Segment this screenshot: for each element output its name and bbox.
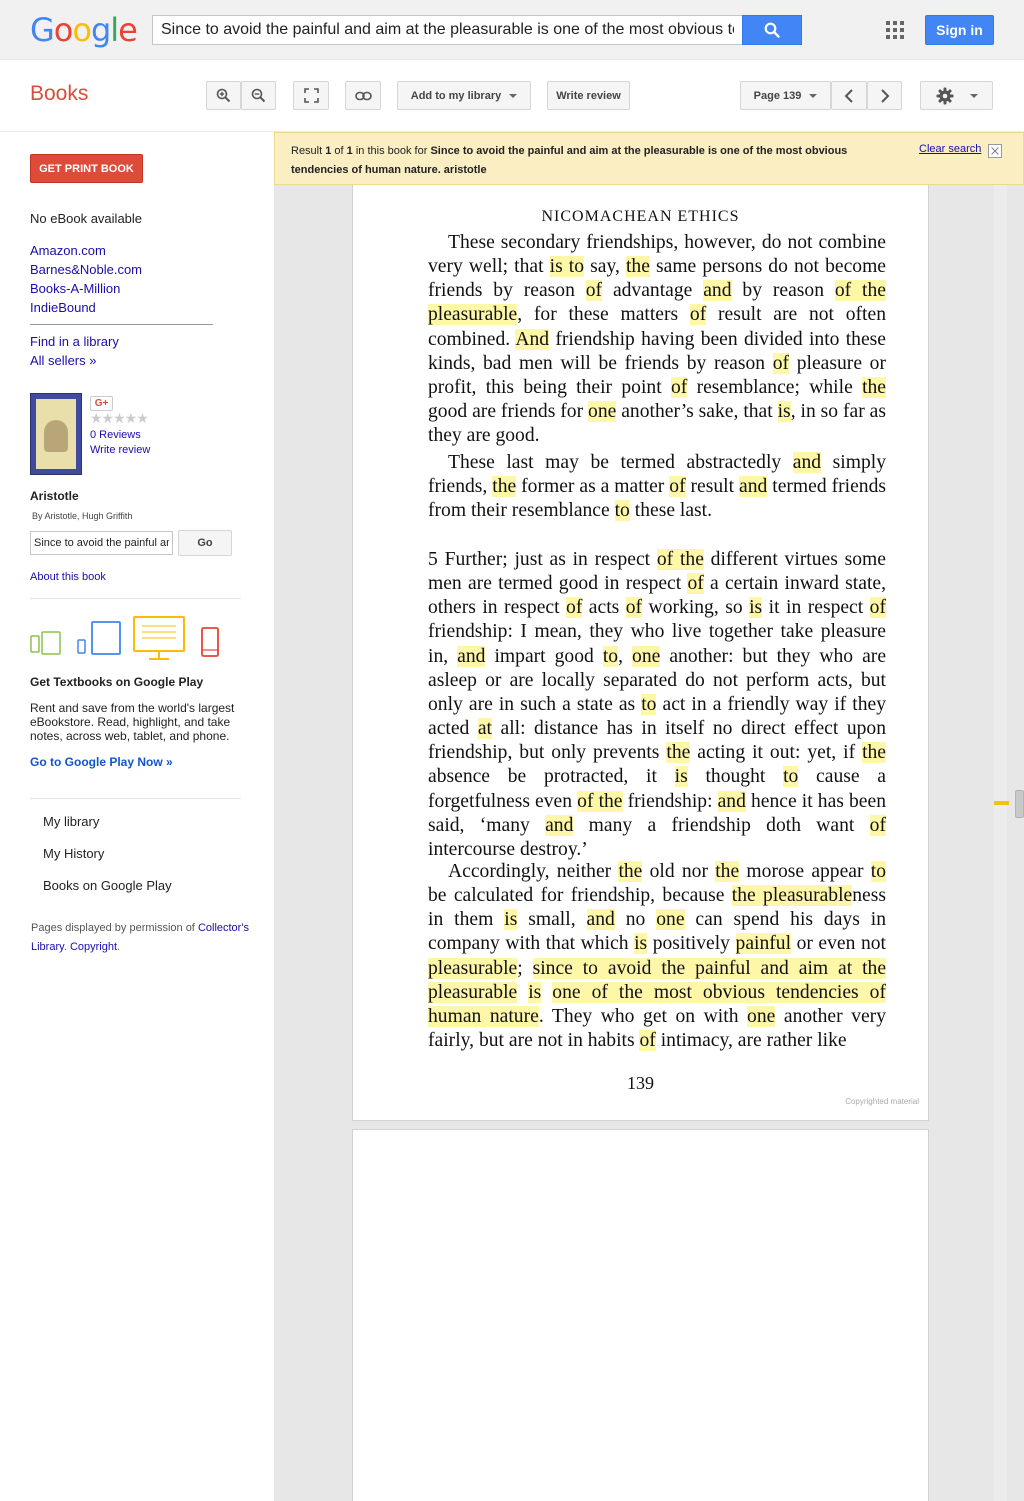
top-bar xyxy=(0,0,1024,60)
text-run xyxy=(541,982,552,1003)
search-highlight: of xyxy=(687,573,704,595)
search-highlight: the xyxy=(715,861,740,882)
text-run: positively xyxy=(647,933,736,955)
page-paragraph xyxy=(428,451,886,523)
text-run: cause a forgetfulness even xyxy=(428,766,886,812)
chevron-left-icon xyxy=(844,89,854,103)
go-button[interactable]: Go xyxy=(178,530,232,556)
search-highlight: pleasurable xyxy=(428,957,518,979)
publisher-link[interactable]: Collector's Library xyxy=(31,922,249,953)
text-run: thought xyxy=(687,766,784,788)
text-run: pleasure or profit, this being their point xyxy=(428,352,886,398)
logo-letter: g xyxy=(90,11,111,49)
page-select[interactable] xyxy=(740,81,831,110)
books-on-google-play-link[interactable]: Books on Google Play xyxy=(43,878,172,893)
logo-letter: o xyxy=(72,11,91,49)
search-highlight: of xyxy=(869,597,886,619)
divider xyxy=(30,798,241,799)
chevron-down-icon xyxy=(509,94,517,98)
google-plus-icon[interactable]: G+ xyxy=(90,396,113,411)
result-total: 1 xyxy=(346,145,353,157)
result-index: 1 xyxy=(325,145,332,157)
search-highlight: of the xyxy=(656,549,704,570)
text-run: say, xyxy=(584,256,626,278)
text-run: hence it has been said, ‘many xyxy=(428,790,886,836)
search-highlight: and xyxy=(717,790,746,812)
text-run: same persons do not become friends by reason xyxy=(428,256,887,302)
search-highlight: is xyxy=(777,401,791,423)
add-to-library-button[interactable] xyxy=(397,81,531,110)
search-highlight: the pleasurable xyxy=(731,885,853,907)
text-run: another: but they who are asleep or are locally separated do not perform acts, but only are in such a state as xyxy=(428,645,887,715)
text-run: former as a matter xyxy=(516,476,670,498)
search-input[interactable] xyxy=(152,15,742,45)
link-button[interactable] xyxy=(345,81,381,110)
gear-icon xyxy=(936,87,954,105)
search-highlight: and xyxy=(586,909,615,931)
search-highlight: of xyxy=(639,1030,656,1052)
text-run: ness in them xyxy=(428,885,886,931)
book-authors: By Aristotle, Hugh Griffith xyxy=(32,511,133,521)
search-highlight: the xyxy=(492,476,517,498)
write-review-link[interactable]: Write review xyxy=(90,444,151,456)
text-run: friendship having been divided into these kinds, bad men will be friends by reason xyxy=(428,328,886,374)
text-run xyxy=(517,982,528,1003)
zoom-out-icon xyxy=(251,88,266,103)
chevron-down-icon xyxy=(809,94,817,98)
zoom-in-icon xyxy=(216,88,231,103)
search-highlight: the xyxy=(666,742,691,764)
text-run: advantage xyxy=(602,280,704,302)
devices-illustration xyxy=(30,616,222,662)
chevron-down-icon xyxy=(970,94,978,98)
text-run: by reason xyxy=(731,280,835,302)
zoom-in-button[interactable] xyxy=(206,81,241,110)
text-run: it in respect xyxy=(762,597,870,619)
text-run: old nor xyxy=(642,861,716,882)
text-run: intercourse destroy.’ xyxy=(428,838,588,860)
text-run: ; xyxy=(517,957,533,979)
search-highlight: and xyxy=(703,280,732,302)
text-run: 5 Further; just as in respect xyxy=(428,549,657,570)
write-review-button[interactable] xyxy=(547,81,630,110)
search-highlight: to xyxy=(641,693,657,715)
text-run: good are friends for xyxy=(428,401,589,423)
logo-letter: l xyxy=(110,11,119,49)
search-highlight: of the pleasurable xyxy=(428,280,886,326)
text-run: intimacy, are rather like xyxy=(655,1030,847,1052)
book-sidebar xyxy=(0,132,274,1501)
logo-letter: o xyxy=(53,11,73,49)
fullscreen-button[interactable] xyxy=(293,81,329,110)
text-run: , in so far as they are good. xyxy=(428,401,886,447)
divider xyxy=(30,598,241,599)
book-viewer[interactable] xyxy=(274,132,1024,1501)
page-scroll-track[interactable] xyxy=(994,185,1007,1501)
search-highlight: one xyxy=(632,645,661,667)
search-highlight: is to xyxy=(549,256,585,278)
scrollbar-thumb[interactable] xyxy=(1015,790,1024,818)
book-title: Aristotle xyxy=(30,489,79,503)
search-highlight: one xyxy=(747,1005,776,1027)
search-highlight: And xyxy=(515,328,550,350)
search-in-book-input[interactable] xyxy=(30,531,173,555)
books-toolbar xyxy=(0,60,1024,132)
clear-search-link[interactable]: Clear search xyxy=(919,143,982,155)
permission-prefix: Pages displayed by permission of xyxy=(31,922,198,934)
seller-link-amazon[interactable]: Amazon.com xyxy=(30,243,106,258)
my-history-link[interactable]: My History xyxy=(43,846,105,861)
text-run: another’s sake, that xyxy=(616,401,778,423)
divider xyxy=(30,324,213,325)
search-highlight: the xyxy=(625,256,650,278)
text-run: absence be protracted, it xyxy=(428,766,675,788)
result-query: Since to avoid the painful and aim at the pleasurable is one of the most obvious tendencies of human nature. aristotle xyxy=(291,145,848,176)
search-highlight: of xyxy=(689,304,707,326)
text-run: small, xyxy=(517,909,587,931)
text-run: These secondary friendships, however, do not combine very well; that xyxy=(428,232,886,278)
text-run: act in a friendly way if they acted xyxy=(428,693,886,740)
text-run: result are not often combined. xyxy=(428,304,886,350)
text-run: many a friendship doth want xyxy=(573,814,870,836)
search-result-banner xyxy=(274,132,1024,185)
search-highlight: painful xyxy=(735,933,792,955)
copyright-link[interactable]: Copyright xyxy=(69,941,118,953)
text-run: resemblance; while xyxy=(687,376,863,398)
text-run: no xyxy=(614,909,657,931)
text-run: friendship: I mean, they who live together take pleasure in, xyxy=(428,621,886,667)
text-run: Accordingly, neither xyxy=(448,861,619,882)
promo-text: Rent and save from the world's largest eBookstore. Read, highlight, and take notes, across web, tablet, and phone. xyxy=(30,701,235,743)
text-run: acts xyxy=(582,597,626,619)
text-run: result xyxy=(685,476,740,498)
page-paragraph xyxy=(428,231,886,448)
search-highlight: to xyxy=(870,861,887,882)
seller-link-books-a-million[interactable]: Books-A-Million xyxy=(30,281,121,296)
running-head: NICOMACHEAN ETHICS xyxy=(541,208,740,225)
search-highlight: and xyxy=(739,476,768,498)
search-highlight: one of the most obvious tendencies of human nature xyxy=(428,981,886,1027)
sign-in-button[interactable]: Sign in xyxy=(925,15,994,45)
text-run: working, so xyxy=(642,597,750,619)
search-highlight: of xyxy=(585,280,603,302)
search-highlight: is xyxy=(674,766,688,788)
page-paragraph xyxy=(428,548,886,862)
text-run: can spend his days in company with that which xyxy=(428,909,886,955)
search-highlight: to xyxy=(602,645,619,667)
result-prefix: Result xyxy=(291,145,326,157)
promo-title: Get Textbooks on Google Play xyxy=(30,675,204,689)
apps-grid-icon[interactable] xyxy=(886,21,904,39)
text-run: acting it out: yet, if xyxy=(690,742,863,764)
search-highlight: is xyxy=(749,597,763,619)
search-highlight: is xyxy=(528,981,542,1003)
search-highlight: one xyxy=(656,909,685,931)
search-result-text xyxy=(291,142,891,180)
write-review-label: Write review xyxy=(556,89,621,102)
settings-button[interactable] xyxy=(920,81,993,110)
get-print-book-button[interactable]: GET PRINT BOOK xyxy=(30,154,143,183)
search-highlight: and xyxy=(545,814,574,836)
result-of: of xyxy=(331,145,347,157)
google-logo[interactable] xyxy=(30,11,137,49)
book-page-next[interactable] xyxy=(352,1129,929,1501)
google-play-link[interactable]: Go to Google Play Now » xyxy=(30,755,173,769)
search-highlight: and xyxy=(792,452,822,473)
search-highlight: the xyxy=(618,861,643,882)
search-highlight: the xyxy=(862,376,886,398)
text-run: another very fairly, but are not in habits xyxy=(428,1005,887,1052)
copyrighted-material-note: Copyrighted material xyxy=(845,1097,919,1106)
link-icon xyxy=(355,91,372,101)
all-sellers-link[interactable]: All sellers » xyxy=(30,353,97,368)
search-hit-marker xyxy=(994,801,1009,805)
search-highlight: one xyxy=(588,401,617,423)
text-run: all: distance has in itself no direct effect upon friendship, but only prevents xyxy=(428,718,887,764)
search-icon xyxy=(764,22,780,38)
text-run: impart good xyxy=(485,645,603,667)
seller-link-barnes-noble[interactable]: Barnes&Noble.com xyxy=(30,262,142,277)
search-highlight: is xyxy=(634,933,648,955)
search-highlight: to xyxy=(783,766,799,788)
seller-link-indiebound[interactable]: IndieBound xyxy=(30,300,96,315)
next-page-button[interactable] xyxy=(867,81,902,110)
text-run: , for these matters xyxy=(517,304,690,326)
text-run: a certain inward state, others in respect xyxy=(428,573,886,619)
text-run: . They who get on with xyxy=(538,1005,748,1027)
search-highlight: since to avoid the painful and aim at the pleasurable xyxy=(428,957,887,1003)
search-highlight: of xyxy=(566,597,583,619)
search-highlight: the xyxy=(862,742,886,764)
search-highlight: of xyxy=(669,476,686,498)
zoom-out-button[interactable] xyxy=(241,81,276,110)
search-highlight: and xyxy=(457,645,486,667)
book-page[interactable] xyxy=(352,177,929,1121)
page-paragraph xyxy=(428,860,886,1053)
logo-letter: G xyxy=(30,11,54,49)
book-cover-thumbnail[interactable] xyxy=(30,393,82,475)
search-highlight: to xyxy=(614,500,630,522)
text-run: termed friends from their resemblance xyxy=(428,476,886,522)
permission-notice xyxy=(31,919,261,957)
find-in-library-link[interactable]: Find in a library xyxy=(30,334,119,349)
search-highlight: of xyxy=(869,814,886,836)
text-run: , xyxy=(618,645,633,667)
text-run: be calculated for friendship, because xyxy=(428,885,732,907)
add-to-library-label: Add to my library xyxy=(410,89,502,102)
text-run: These last may be termed abstractedly xyxy=(448,452,793,473)
search-highlight: of xyxy=(625,597,643,619)
page-select-label: Page 139 xyxy=(753,89,802,102)
text-run: or even not xyxy=(791,933,886,955)
text-run: friendship: xyxy=(622,790,718,812)
reviews-count-link[interactable]: 0 Reviews xyxy=(90,429,141,441)
permission-separator: . xyxy=(63,941,70,953)
previous-page-button[interactable] xyxy=(831,81,867,110)
permission-suffix: . xyxy=(117,941,121,953)
my-library-link[interactable]: My library xyxy=(43,814,100,829)
search-highlight: of the xyxy=(577,790,623,812)
text-run: simply friends, xyxy=(428,452,887,498)
search-highlight: of xyxy=(772,352,790,374)
text-run: morose appear xyxy=(739,861,871,882)
close-icon[interactable] xyxy=(988,144,1002,158)
search-highlight: of xyxy=(670,376,688,398)
fullscreen-icon xyxy=(304,88,319,103)
logo-letter: e xyxy=(118,11,137,49)
text-run: different virtues some men are termed good in respect xyxy=(428,549,886,595)
search-button[interactable] xyxy=(742,15,802,45)
search-highlight: at xyxy=(477,718,492,740)
books-section-title[interactable]: Books xyxy=(30,82,89,105)
search-highlight: is xyxy=(504,909,518,931)
rating-stars: ★★★★★ xyxy=(90,410,148,426)
about-this-book-link[interactable]: About this book xyxy=(30,571,106,583)
page-number: 139 xyxy=(627,1073,654,1093)
chevron-right-icon xyxy=(880,89,890,103)
text-run: these last. xyxy=(629,500,713,522)
no-ebook-text: No eBook available xyxy=(30,211,143,226)
result-mid: in this book for xyxy=(352,145,431,157)
